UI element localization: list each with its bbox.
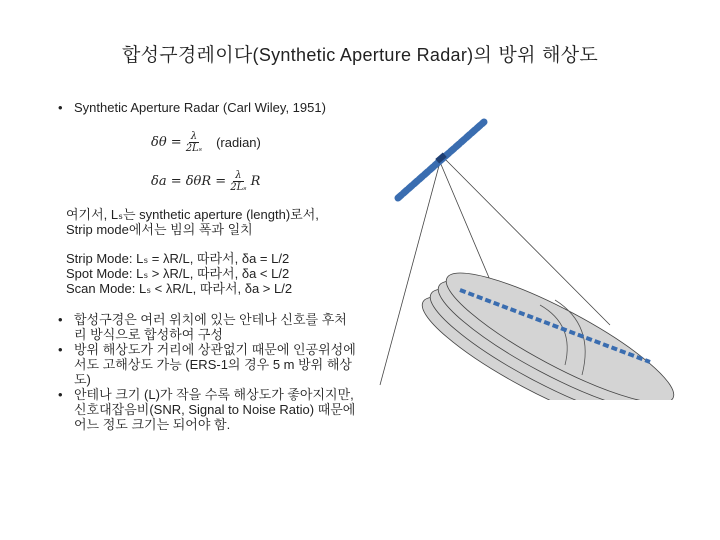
formula2-lhs: δa = δθR = [151, 174, 227, 189]
page-title [0, 40, 720, 67]
sar-geometry-diagram [360, 100, 680, 400]
formula2-rhs: R [250, 174, 261, 189]
title-english: (Synthetic Aperture Radar) [252, 45, 474, 65]
formula1-fraction [186, 131, 202, 154]
note-bullet-1: • 합성구경은 여러 위치에 있는 안테나 신호를 후처리 방식으로 합성하여 구성 [56, 312, 356, 342]
range-line [380, 162, 440, 385]
formula1-denominator: 2Lₛ [185, 143, 203, 154]
strip-mode-line: Strip Mode: Lₛ = λR/L, 따라서, δa = L/2 [66, 251, 290, 266]
formula2-fraction [230, 170, 246, 193]
formula1-lhs: δθ = [151, 135, 182, 150]
formula1-numerator: λ [190, 131, 198, 142]
beam-line-left [440, 162, 490, 280]
angular-resolution-formula [151, 131, 356, 154]
mode-list [66, 251, 356, 296]
title-korean-suffix: 의 방위 해상도 [473, 44, 599, 66]
note-bullet-2: • 방위 해상도가 거리에 상관없기 때문에 인공위성에서도 고해상도 가능 (ERS-1의 경우 5 m 방위 해상도) [56, 342, 356, 387]
formula1-unit: (radian) [216, 135, 261, 150]
notes-list [56, 312, 356, 432]
note-bullet-3: • 안테나 크기 (L)가 작을 수록 해상도가 좋아지지만, 신호대잡음비(SNR, Signal to Noise Ratio) 때문에 어느 정도 크기는 되어야 함. [56, 387, 356, 432]
scan-mode-line: Scan Mode: Lₛ < λR/L, 따라서, δa > L/2 [66, 281, 293, 296]
sar-heading: Synthetic Aperture Radar (Carl Wiley, 1951) [74, 100, 326, 115]
formula2-denominator: 2Lₛ [230, 182, 247, 193]
where-line-1: 여기서, Lₛ는 synthetic aperture (length)로서, [66, 207, 319, 222]
heading-bullet [56, 100, 356, 115]
where-paragraph [56, 207, 356, 237]
where-line-2: Strip mode에서는 빔의 폭과 일치 [66, 222, 253, 237]
title-korean-prefix: 합성구경레이다 [121, 44, 253, 66]
spot-mode-line: Spot Mode: Lₛ > λR/L, 따라서, δa < L/2 [66, 266, 290, 281]
slide-content [56, 100, 356, 432]
azimuth-resolution-formula [151, 170, 356, 193]
formula2-numerator: λ [235, 170, 242, 181]
